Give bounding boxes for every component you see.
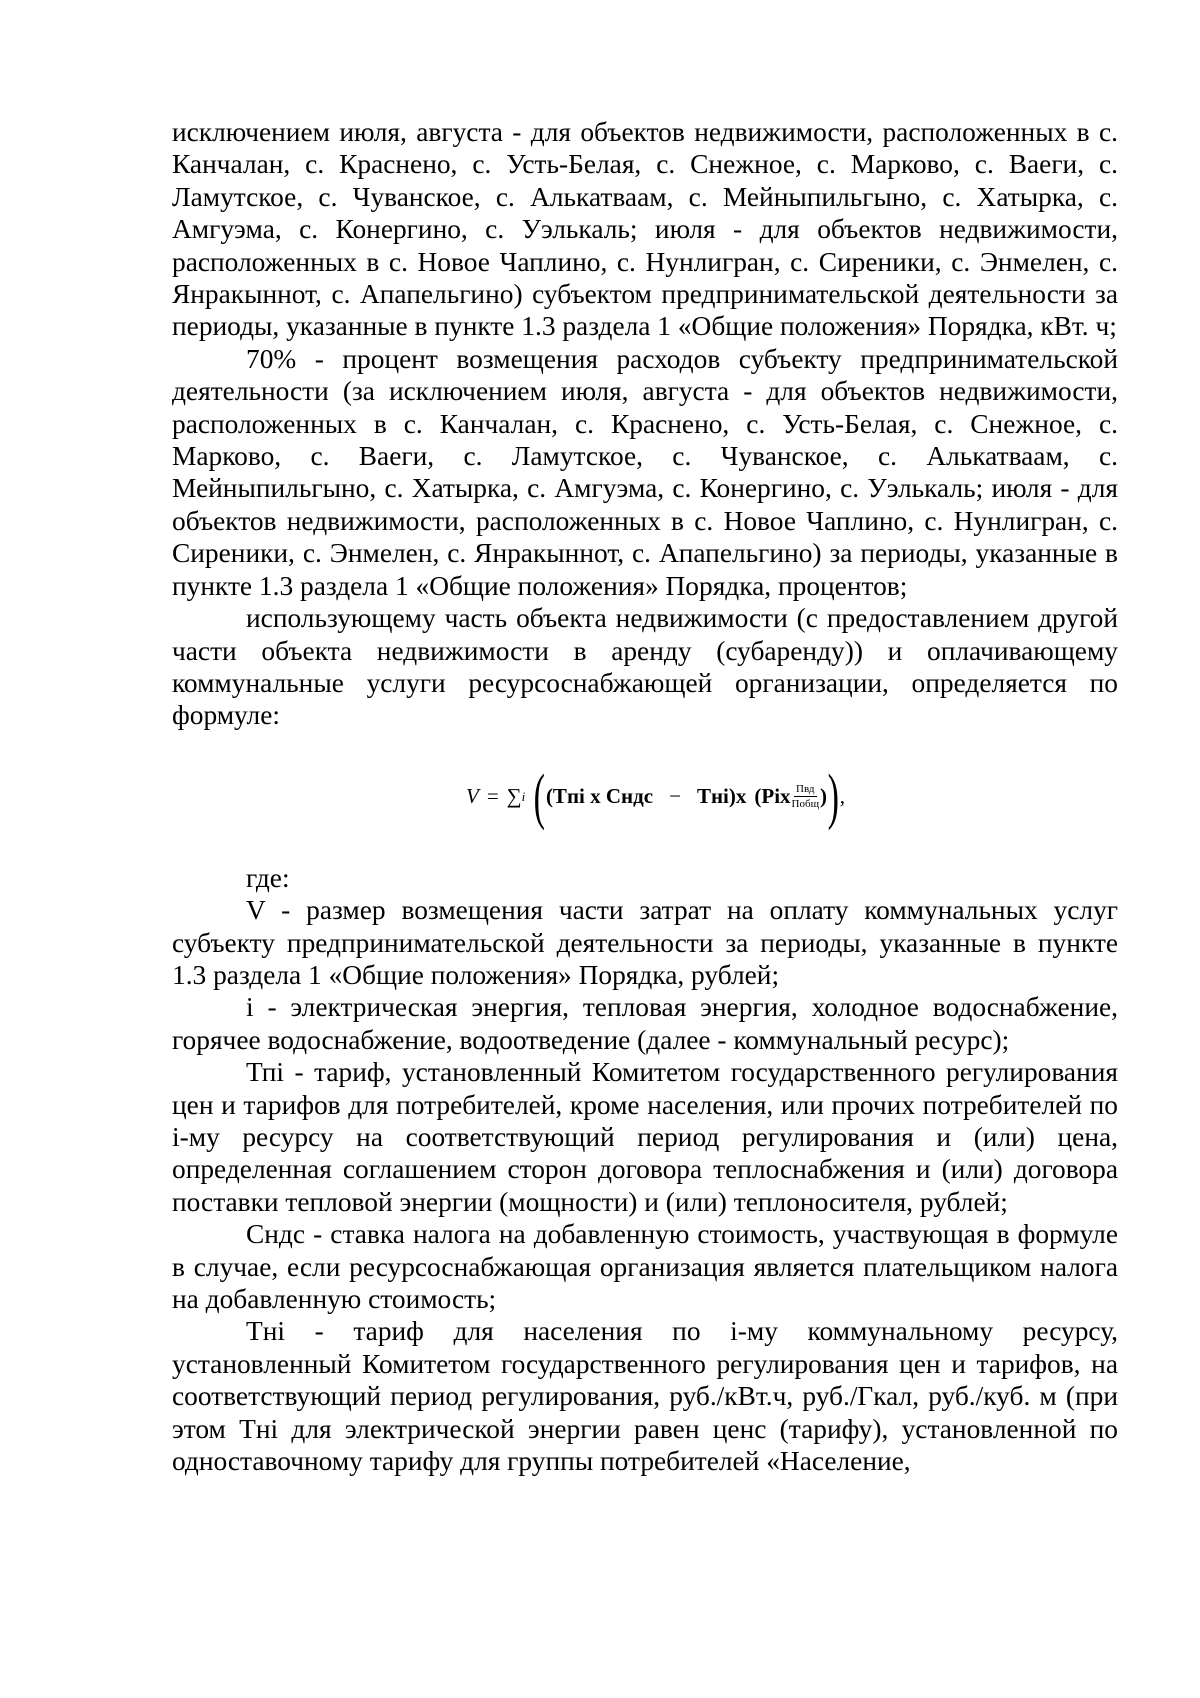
formula-term2-close: ) xyxy=(820,784,828,809)
formula-close-paren: ) xyxy=(827,762,840,831)
paragraph-formula-intro: использующему часть объекта недвижимости (с предоставлением другой части объекта недвижимости в аренду (субаренду)) и оплачивающему коммунальные услуги ресурсоснабжающей организации, определяется по формуле: xyxy=(172,603,1118,731)
paragraph-percent: 70% - процент возмещения расходов субъекту предпринимательской деятельности (за исключением июля, августа - для объектов недвижимости, расположенных в с. Канчалан, с. Краснено, с. Усть-Белая, с. Снежное, с. Марково, с. Ваеги, с. Ламутское, с. Чуванское, с. Алькатваам, с. Мейныпильгыно, с. Хатырка, с. Амгуэма, с. Конергино, с. Уэлькаль; июля - для объектов недвижимости, расположенных в с. Новое Чаплино, с. Нунлигран, с. Сиреники, с. Энмелен, с. Янракыннот, с. Апапельгино) за периоды, указанные в пункте 1.3 раздела 1 «Общие положения» Порядка, процентов; xyxy=(172,343,1118,601)
paragraph-def-snds: Сндс - ставка налога на добавленную стоимость, участвующая в формуле в случае, если ресурсоснабжающая организация является плательщиком налога на добавленную стоимость; xyxy=(172,1219,1118,1314)
paragraph-def-tpi: Тпi - тариф, установленный Комитетом государственного регулирования цен и тарифов для потребителей, кроме населения, или прочих потребителей по i-му ресурсу на соответствующий период регулирования и (или) цена, определенная соглашением сторон договора теплоснабжения и (или) договора поставки тепловой энергии (мощности) и (или) теплоносителя, рублей; xyxy=(172,1057,1118,1217)
paragraph-continuation: исключением июля, августа - для объектов недвижимости, расположенных в с. Канчалан, с. Краснено, с. Усть-Белая, с. Снежное, с. Марково, с. Ваеги, с. Ламутское, с. Чуванское, с. Алькатваам, с. Мейныпильгыно, с. Хатырка, с. Амгуэма, с. Конергино, с. Уэлькаль; июля - для объектов недвижимости, расположенных в с. Новое Чаплино, с. Нунлигран, с. Сиреники, с. Энмелен, с. Янракыннот, с. Апапельгино) субъектом предпринимательской деятельности за периоды, указанные в пункте 1.3 раздела 1 «Общие положения» Порядка, кВт. ч; xyxy=(172,117,1118,342)
paragraph-def-i: i - электрическая энергия, тепловая энергия, холодное водоснабжение, горячее водоснабжение, водоотведение (далее - коммунальный ресурс); xyxy=(172,992,1118,1055)
formula-term1-close: Tнi)x xyxy=(696,784,747,809)
formula-sum-index: i xyxy=(521,789,526,805)
formula-minus: − xyxy=(669,784,681,809)
paragraph-where: где: xyxy=(246,862,290,893)
formula-equals: = xyxy=(486,784,499,809)
formula-fraction xyxy=(792,783,820,810)
formula-block xyxy=(172,732,1118,862)
formula-term1-open: (Tпi x Cндс xyxy=(545,784,654,809)
formula xyxy=(466,764,845,830)
formula-trailing-comma: , xyxy=(839,784,845,809)
paragraph-def-tni: Тнi - тариф для населения по i-му коммунальному ресурсу, установленный Комитетом государственного регулирования цен и тарифов, на соответствующий период регулирования, руб./кВт.ч, руб./Гкал, руб./куб. м (при этом Тнi для электрической энергии равен ценс (тарифу), установленной по одноставочному тарифу для группы потребителей «Население, xyxy=(172,1316,1118,1477)
formula-fraction-numerator: Пвд xyxy=(794,783,816,797)
formula-fraction-denominator: Побщ xyxy=(791,798,820,811)
formula-sum: ∑ xyxy=(506,784,522,809)
formula-term2-open: (Pix xyxy=(754,784,791,809)
formula-open-paren: ( xyxy=(533,762,546,831)
document-body xyxy=(172,116,1118,1477)
paragraph-def-v: V - размер возмещения части затрат на оплату коммунальных услуг субъекту предпринимательской деятельности за периоды, указанные в пункте 1.3 раздела 1 «Общие положения» Порядка, рублей; xyxy=(172,895,1118,990)
formula-lhs: V xyxy=(466,784,479,809)
